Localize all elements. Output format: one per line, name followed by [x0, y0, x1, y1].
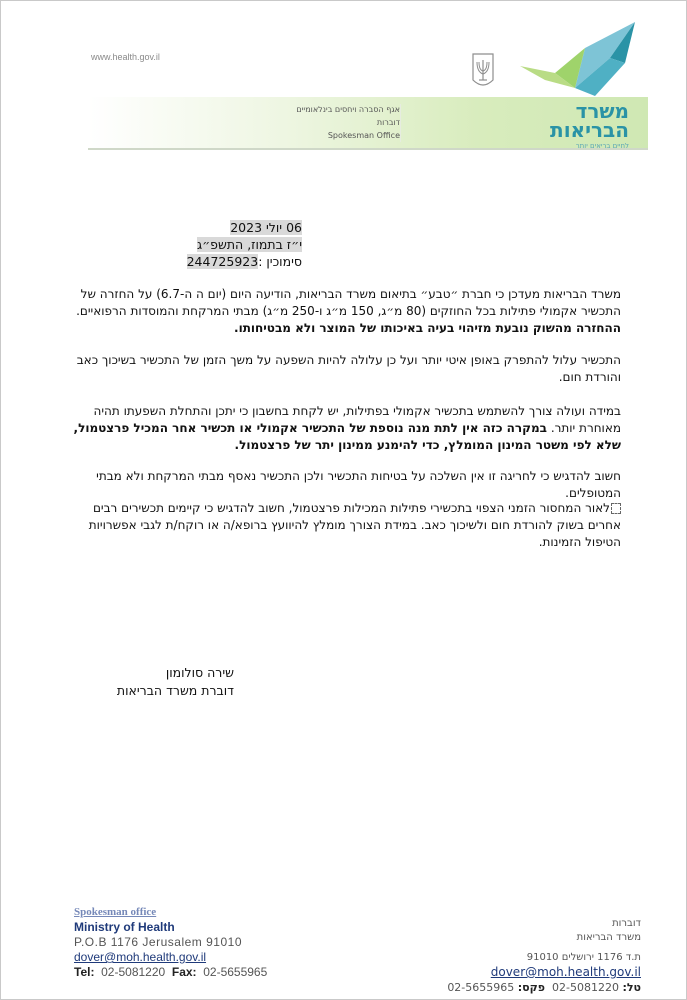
brand-line-1: משרד — [575, 99, 629, 123]
signatory-title: דוברת משרד הבריאות — [116, 683, 234, 698]
footer-ministry: Ministry of Health — [74, 920, 175, 934]
paragraph-3-bold: במקרה כזה אין לתת מנה נוספת של התכשיר אקמולי או תכשיר אחר המכיל פרצטמול, שלא לפי משטר המינון המומלץ, כדי להימנע ממינון יתר של פרצטמול. — [73, 421, 621, 452]
footer-he-phones — [447, 981, 641, 995]
signatory-name: שירה סולומון — [165, 665, 234, 680]
he-fax-label: פקס: — [517, 981, 545, 994]
website-url: www.health.gov.il — [91, 52, 160, 62]
footer-he-email-link[interactable]: dover@moh.health.gov.il — [490, 965, 641, 979]
paragraph-1-text: משרד הבריאות מעדכן כי חברת ״טבע״ בתיאום משרד הבריאות, הודיעה היום (יום ה ה-6.7) על החזרה של התכשיר אקמולי פתילות בכל החוזקים (80 מ״ג, 150 מ״ג ו-250 מ״ג) מבתי המרקחת והמוסדות הרפואיים. — [76, 287, 621, 318]
he-fax-number: 02-5655965 — [447, 981, 515, 994]
paragraph-5-text: לאור המחסור הזמני הצפוי בתכשירי פתילות המכילות פרצטמול, חשוב להדגיש כי קיימים תכשירים רבים אחרים בשוק להורדת חום ולשיכוך כאב. במידת הצורך מומלץ להיוועץ ברופא/ה או רוקח/ת לגבי אפשרויות הטיפול הזמינות. — [88, 501, 621, 549]
footer-office: Spokesman office — [74, 906, 157, 918]
paragraph-1 — [66, 286, 621, 337]
brand-line-2: הבריאות — [550, 118, 629, 142]
state-emblem-icon — [470, 52, 496, 92]
footer-address: P.O.B 1176 Jerusalem 91010 — [74, 935, 242, 949]
paragraph-5 — [66, 500, 621, 551]
paragraph-4-text: חשוב להדגיש כי לחריגה זו אין השלכה על בטיחות התכשיר ולכן התכשיר נאסף מבתי המרקחת ולא מבתי המטופלים. — [96, 469, 621, 500]
department-english: Spokesman Office — [327, 131, 400, 140]
paragraph-1-bold: ההחזרה מהשוק נובעת מזיהוי בעיה באיכותו של המוצר ולא מבטיחותו. — [234, 321, 621, 335]
paragraph-3-text: במידה ועולה צורך להשתמש בתכשיר אקמולי בפתילות, יש לקחת בחשבון כי יתכן והתחלת השפעתו תהיה מאוחרת יותר. — [93, 404, 621, 435]
reference-label: סימוכין : — [258, 254, 302, 269]
he-tel-number: 02-5081220 — [552, 981, 619, 994]
ministry-brand — [550, 99, 629, 150]
gregorian-date: 06 יולי 2023 — [230, 220, 302, 235]
footer-email-link[interactable]: dover@moh.health.gov.il — [74, 950, 207, 964]
signature-block — [117, 664, 234, 700]
footer-hebrew — [447, 917, 641, 995]
fax-label: Fax — [171, 965, 193, 979]
anchor-marker-icon — [611, 503, 621, 514]
brand-tagline: לחיים בריאים יותר — [575, 142, 629, 150]
he-tel-label: טל: — [622, 981, 641, 994]
paragraph-4 — [66, 468, 621, 502]
footer-he-address: ת.ד 1176 ירושלים 91010 — [526, 952, 641, 963]
reference-number: 244725923 — [186, 254, 259, 269]
tel-label: Tel — [74, 965, 91, 979]
footer-english — [74, 905, 267, 980]
paragraph-2 — [66, 352, 621, 386]
fax-number: 02-5655965 — [203, 965, 268, 979]
paragraph-3 — [66, 403, 621, 454]
department-name: אגף הסברה ויחסים בינלאומיים — [296, 105, 400, 114]
tel-number: 02-5081220 — [101, 965, 166, 979]
hebrew-date: י״ז בתמוז, התשפ״ג — [196, 237, 302, 252]
paragraph-2-text: התכשיר עלול להתפרק באופן איטי יותר ועל כן עלולה להיות השפעה על משך הזמן של התכשיר בשיכוך כאב והורדת חום. — [76, 353, 621, 384]
ministry-logo-icon — [515, 18, 637, 108]
department-block — [260, 103, 400, 142]
footer-phones: Tel: 02-5081220 Fax: 02-5655965 — [74, 965, 268, 979]
department-unit: דוברות — [376, 118, 400, 127]
footer-he-unit: דוברות — [612, 918, 641, 929]
header-divider — [400, 104, 401, 142]
date-block — [187, 219, 302, 270]
footer-he-ministry: משרד הבריאות — [576, 932, 641, 943]
